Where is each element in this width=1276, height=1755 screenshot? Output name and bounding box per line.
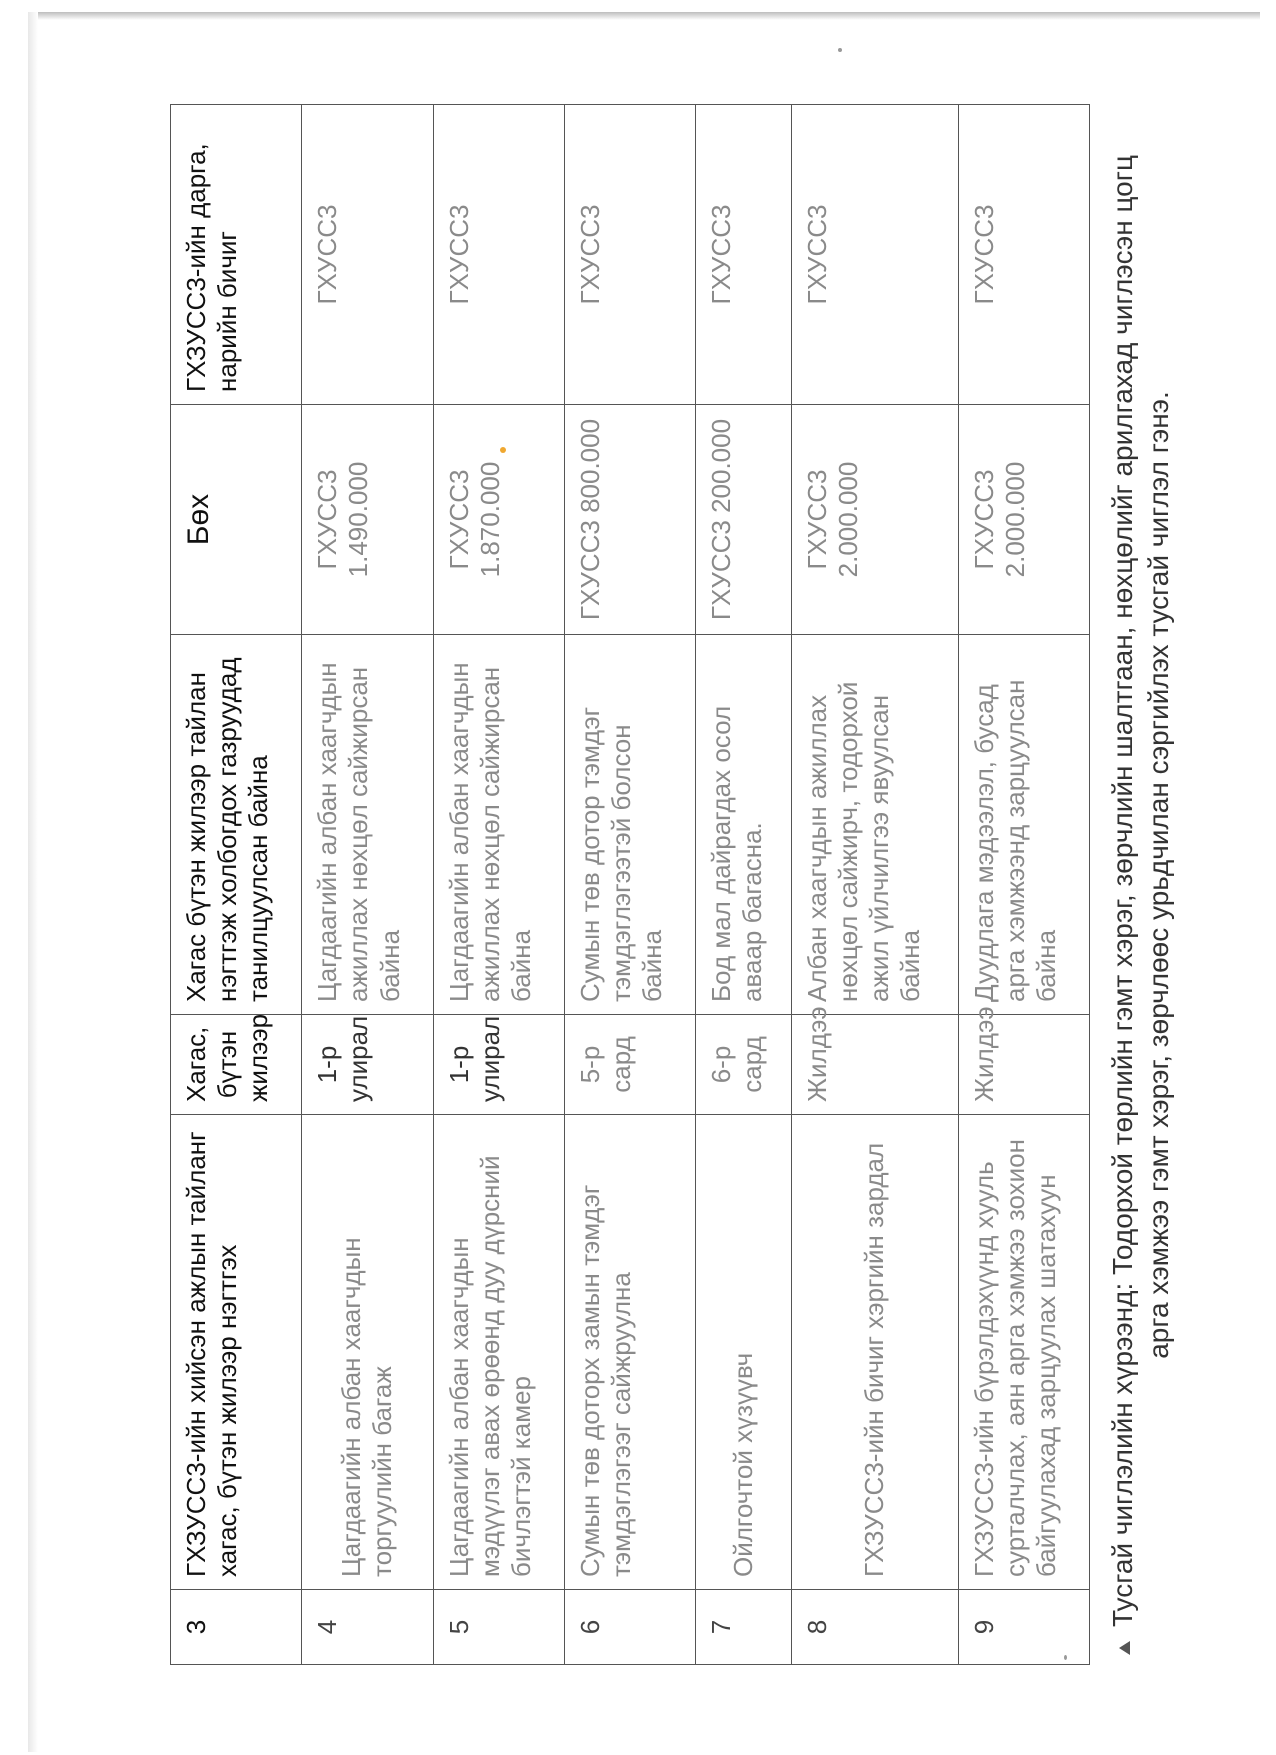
task-cell: Цагдаагийн албан хаагчдын мэдүүлэг авах өрөөнд дуу дүрсний бичлэгтэй камер	[433, 1115, 564, 1590]
scan-edge-left	[28, 12, 38, 1752]
responsible-cell: ГХЗУСС3-ийн дарга, нарийн бичиг	[171, 105, 302, 405]
budget-cell: ГХУСС3 2.000.000	[958, 405, 1089, 635]
row-number: 4	[302, 1590, 433, 1665]
result-cell: Цагдаагийн албан хаагчдын ажиллах нөхцөл сайжирсан байна	[302, 635, 433, 1015]
scan-speck	[500, 447, 506, 453]
footnote	[1105, 95, 1178, 1655]
result-cell: Бод мал дайрагдах осол аваар багасна.	[696, 635, 792, 1015]
table-row-8	[791, 105, 958, 1665]
task-cell: Цагдаагийн албан хаагчдын торгуулийн багаж	[302, 1115, 433, 1590]
plan-table	[170, 104, 1090, 1665]
table-row-3	[171, 105, 302, 1665]
responsible-cell: ГХУСС3	[433, 105, 564, 405]
result-cell: Албан хаагчдын ажиллах нөхцөл сайжирч, тодорхой ажил үйлчилгээ явуулсан байна	[791, 635, 958, 1015]
footnote-line-2: арга хэмжээ гэмт хэрэг, зөрчлөөс урьдчилан сэргийлэх тусгай чиглэл гэнэ.	[1143, 391, 1175, 1359]
period-cell: 5-р сард	[564, 1015, 695, 1115]
task-cell: Ойлгочтой хүзүүвч	[696, 1115, 792, 1590]
scan-speck	[1064, 1655, 1067, 1660]
table-row-4	[302, 105, 433, 1665]
table-row-9	[958, 105, 1089, 1665]
budget-cell: ГХУСС3 200.000	[696, 405, 792, 635]
row-number: 3	[171, 1590, 302, 1665]
budget-cell: ГХУСС3 800.000	[564, 405, 695, 635]
bullet-icon	[1119, 1641, 1130, 1655]
scan-edge	[30, 12, 1260, 20]
result-cell: Сумын төв дотор тэмдэг тэмдэглэгээтэй болсон байна	[564, 635, 695, 1015]
result-cell: Дуудлага мэдээлэл, бусад арга хэмжээнд зарцуулсан байна	[958, 635, 1089, 1015]
row-number: 9	[958, 1590, 1089, 1665]
table-row-5	[433, 105, 564, 1665]
responsible-cell: ГХУСС3	[564, 105, 695, 405]
row-number: 5	[433, 1590, 564, 1665]
period-cell: 1-р улирал	[433, 1015, 564, 1115]
period-cell: 1-р улирал	[302, 1015, 433, 1115]
responsible-cell: ГХУСС3	[302, 105, 433, 405]
responsible-cell: ГХУСС3	[791, 105, 958, 405]
row-number: 8	[791, 1590, 958, 1665]
footnote-line-1: Тусгай чиглэлийн хүрээнд: Тодорхой төрлийн гэмт хэрэг, зөрчлийн шалтгаан, нөхцөлийг арилгахад чиглэсэн цогц	[1107, 155, 1138, 1627]
budget-cell: ГХУСС3 2.000.000	[791, 405, 958, 635]
task-cell: ГХЗУСС3-ийн бичиг хэргийн зардал	[791, 1115, 958, 1590]
table-row-6	[564, 105, 695, 1665]
period-cell: Жилдээ	[791, 1015, 958, 1115]
task-cell: ГХЗУСС3-ийн хийсэн ажлын тайланг хагас, бүтэн жилээр нэгтгэх	[171, 1115, 302, 1590]
rotated-page-content	[170, 45, 1276, 1665]
period-cell: 6-р сард	[696, 1015, 792, 1115]
period-cell: Хагас, бүтэн жилээр	[171, 1015, 302, 1115]
responsible-cell: ГХУСС3	[958, 105, 1089, 405]
scan-speck	[838, 48, 842, 52]
budget-cell: Бөх	[171, 405, 302, 635]
responsible-cell: ГХУСС3	[696, 105, 792, 405]
row-number: 6	[564, 1590, 695, 1665]
budget-cell: ГХУСС3 1.490.000	[302, 405, 433, 635]
result-cell: Цагдаагийн албан хаагчдын ажиллах нөхцөл сайжирсан байна	[433, 635, 564, 1015]
task-cell: Сумын төв доторх замын тэмдэг тэмдэглэгээг сайжруулна	[564, 1115, 695, 1590]
task-cell: ГХЗУСС3-ийн бүрэлдэхүүнд хууль сурталчлах, аян арга хэмжээ зохион байгуулахад зарцуулах шатахуун	[958, 1115, 1089, 1590]
result-cell: Хагас бүтэн жилээр тайлан нэгтгэж холбогдох газруудад танилцуулсан байна	[171, 635, 302, 1015]
period-cell: Жилдээ	[958, 1015, 1089, 1115]
row-number: 7	[696, 1590, 792, 1665]
table-row-7	[696, 105, 792, 1665]
budget-cell: ГХУСС3 1.870.000	[433, 405, 564, 635]
